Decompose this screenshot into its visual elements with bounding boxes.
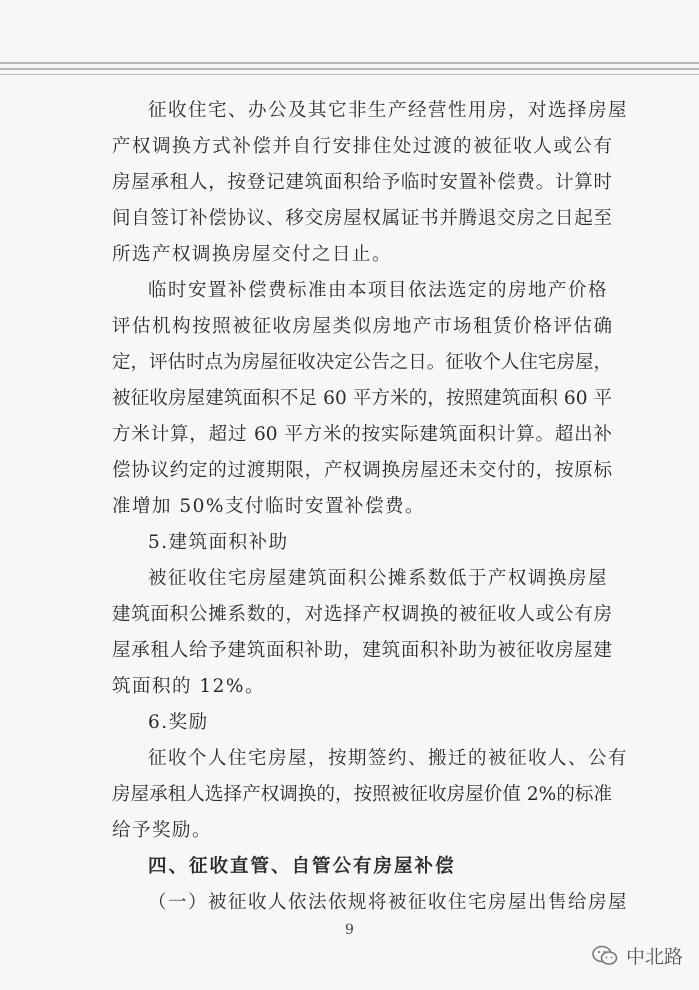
text-line: 间自签订补偿协议、移交房屋权属证书并腾退交房之日起至 — [112, 208, 612, 229]
text-line: 偿协议约定的过渡期限，产权调换房屋还未交付的，按原标 — [112, 460, 612, 481]
section-heading: 6.奖励 — [148, 712, 209, 733]
wechat-icon — [592, 945, 618, 967]
header-rules — [0, 62, 699, 90]
text-line: 方米计算，超过 60 平方米的按实际建筑面积计算。超出补 — [112, 424, 612, 445]
text-line: 屋承租人给予建筑面积补助，建筑面积补助为被征收房屋建 — [112, 640, 612, 661]
text-line: 评估机构按照被征收房屋类似房地产市场租赁价格评估确 — [112, 316, 612, 337]
text-line: 被征收住宅房屋建筑面积公摊系数低于产权调换房屋 — [148, 568, 609, 589]
text-line: 房屋承租人选择产权调换的，按照被征收房屋价值 2%的标准 — [112, 784, 612, 805]
text-line: 临时安置补偿费标准由本项目依法选定的房地产价格 — [148, 280, 609, 301]
text-line: 征收个人住宅房屋，按期签约、搬迁的被征收人、公有 — [148, 748, 629, 769]
text-line: 筑面积的 12%。 — [112, 676, 266, 697]
chapter-heading: 四、征收直管、自管公有房屋补偿 — [148, 856, 456, 877]
text-line: 所选产权调换房屋交付之日止。 — [112, 244, 393, 265]
text-line: 征收住宅、办公及其它非生产经营性用房，对选择房屋 — [148, 100, 629, 121]
section-heading: 5.建筑面积补助 — [148, 532, 289, 553]
watermark-text: 中北路 — [625, 946, 683, 968]
text-line: 被征收房屋建筑面积不足 60 平方米的，按照建筑面积 60 平 — [112, 388, 612, 409]
text-line: 给予奖励。 — [112, 820, 213, 841]
watermark — [592, 942, 683, 969]
text-line: 建筑面积公摊系数的，对选择产权调换的被征收人或公有房 — [112, 604, 612, 625]
text-line: 产权调换方式补偿并自行安排住处过渡的被征收人或公有 — [112, 136, 612, 157]
text-line: 房屋承租人，按登记建筑面积给予临时安置补偿费。计算时 — [112, 172, 612, 193]
text-line: （一）被征收人依法依规将被征收住宅房屋出售给房屋 — [148, 892, 629, 913]
text-line: 定，评估时点为房屋征收决定公告之日。征收个人住宅房屋， — [112, 352, 612, 373]
page-number: 9 — [345, 922, 354, 938]
text-line: 准增加 50%支付临时安置补偿费。 — [112, 496, 426, 517]
